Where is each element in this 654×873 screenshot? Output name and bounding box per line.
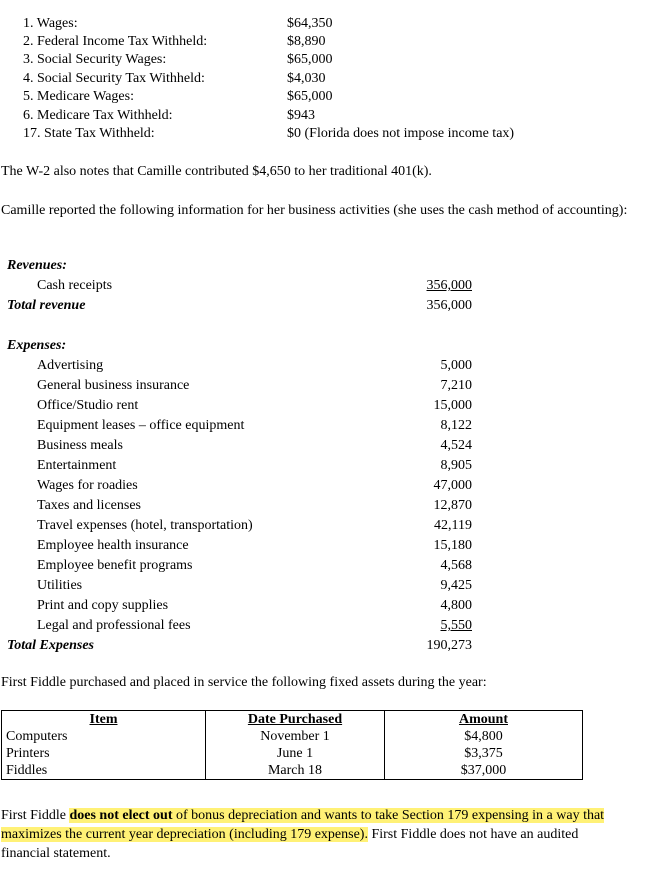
expense-row	[0, 596, 480, 616]
closing-highlight-text: of bonus depreciation and wants to take Section 179 expensing in a way that maximizes the current year depreciation (including 179 expense).	[1, 808, 605, 842]
w2-item-label: 1. Wages:	[23, 16, 78, 31]
closing-text-start: First Fiddle	[1, 808, 70, 823]
revenues-heading: Revenues:	[7, 258, 67, 273]
w2-item-label: 6. Medicare Tax Withheld:	[23, 108, 173, 123]
expense-row	[0, 476, 480, 496]
expense-amount: 4,568	[440, 558, 472, 573]
expense-total-label: Total Expenses	[7, 638, 94, 653]
column-header-date: Date Purchased	[206, 711, 385, 729]
expense-row	[0, 496, 480, 516]
column-header-item: Item	[2, 711, 206, 729]
expense-row	[0, 436, 480, 456]
assets-intro: First Fiddle purchased and placed in service the following fixed assets during the year:	[1, 675, 487, 690]
w2-item-value: $65,000	[287, 89, 333, 104]
cell-item: Computers	[2, 728, 206, 745]
expense-row	[0, 396, 480, 416]
expenses-heading: Expenses:	[7, 338, 67, 353]
expense-amount: 15,180	[433, 538, 472, 553]
expense-amount: 42,119	[434, 518, 472, 533]
expense-amount: 8,122	[440, 418, 472, 433]
expense-label: Print and copy supplies	[37, 598, 169, 613]
table-row	[2, 745, 583, 762]
business-intro: Camille reported the following information for her business activities (she uses the cash method of accounting):	[1, 203, 628, 218]
cell-amount: $3,375	[385, 745, 583, 762]
table-row	[2, 728, 583, 745]
closing-highlight-bold: does not elect out	[69, 808, 173, 823]
w2-item	[23, 16, 583, 34]
expense-label: Employee health insurance	[37, 538, 189, 553]
w2-item-value: $8,890	[287, 34, 326, 49]
cell-date: November 1	[206, 728, 385, 745]
expense-amount: 9,425	[440, 578, 472, 593]
expense-row	[0, 536, 480, 556]
closing-paragraph	[1, 806, 626, 863]
cell-item: Fiddles	[2, 762, 206, 780]
expense-amount: 4,524	[440, 438, 472, 453]
w2-item	[23, 34, 583, 52]
expense-amount: 5,000	[440, 358, 472, 373]
revenue-total-label: Total revenue	[7, 298, 86, 313]
cell-amount: $4,800	[385, 728, 583, 745]
w2-item-label: 4. Social Security Tax Withheld:	[23, 71, 205, 86]
w2-item-value: $943	[287, 108, 315, 123]
revenue-total-amount: 356,000	[426, 298, 472, 313]
expense-row	[0, 556, 480, 576]
expense-row	[0, 516, 480, 536]
revenue-label: Cash receipts	[37, 278, 113, 293]
expense-label: Office/Studio rent	[37, 398, 139, 413]
cell-date: June 1	[206, 745, 385, 762]
cell-date: March 18	[206, 762, 385, 780]
expense-amount: 5,550	[440, 618, 472, 633]
expense-label: Advertising	[37, 358, 104, 373]
expense-row	[0, 456, 480, 476]
expense-label: Legal and professional fees	[37, 618, 191, 633]
expense-amount: 47,000	[433, 478, 472, 493]
expense-row	[0, 376, 480, 396]
expense-label: Travel expenses (hotel, transportation)	[37, 518, 253, 533]
w2-item	[23, 108, 583, 126]
cell-item: Printers	[2, 745, 206, 762]
w2-item	[23, 126, 583, 144]
expense-amount: 8,905	[440, 458, 472, 473]
cell-amount: $37,000	[385, 762, 583, 780]
expense-label: Business meals	[37, 438, 123, 453]
expense-label: General business insurance	[37, 378, 190, 393]
expense-amount: 12,870	[433, 498, 472, 513]
w2-item-label: 17. State Tax Withheld:	[23, 126, 155, 141]
expense-label: Entertainment	[37, 458, 117, 473]
expense-row	[0, 416, 480, 436]
w2-item-label: 2. Federal Income Tax Withheld:	[23, 34, 208, 49]
revenue-row	[0, 276, 480, 296]
w2-item	[23, 89, 583, 107]
expense-row	[0, 576, 480, 596]
closing-text-end: First Fiddle does not have an audited financial statement.	[1, 827, 579, 861]
expense-label: Employee benefit programs	[37, 558, 193, 573]
w2-item	[23, 52, 583, 70]
w2-item-value: $65,000	[287, 52, 333, 67]
expense-row	[0, 356, 480, 376]
expense-label: Wages for roadies	[37, 478, 138, 493]
w2-item-value: $64,350	[287, 16, 333, 31]
expense-label: Utilities	[37, 578, 83, 593]
w2-item-label: 5. Medicare Wages:	[23, 89, 134, 104]
w2-item-label: 3. Social Security Wages:	[23, 52, 167, 67]
expense-total-amount: 190,273	[426, 638, 472, 653]
fixed-assets-table	[1, 710, 583, 780]
expense-label: Equipment leases – office equipment	[37, 418, 245, 433]
w2-item-value: $0 (Florida does not impose income tax)	[287, 126, 515, 141]
revenue-total-row	[0, 296, 480, 316]
w2-item	[23, 71, 583, 89]
w2-item-value: $4,030	[287, 71, 326, 86]
column-header-amount: Amount	[385, 711, 583, 729]
table-row	[2, 762, 583, 780]
expense-total-row	[0, 636, 480, 656]
expense-label: Taxes and licenses	[37, 498, 141, 513]
table-header-row	[2, 711, 583, 729]
expense-amount: 7,210	[440, 378, 472, 393]
w2-note: The W-2 also notes that Camille contributed $4,650 to her traditional 401(k).	[1, 164, 432, 179]
expense-amount: 15,000	[433, 398, 472, 413]
expense-row	[0, 616, 480, 636]
revenue-amount: 356,000	[426, 278, 472, 293]
expense-amount: 4,800	[440, 598, 472, 613]
